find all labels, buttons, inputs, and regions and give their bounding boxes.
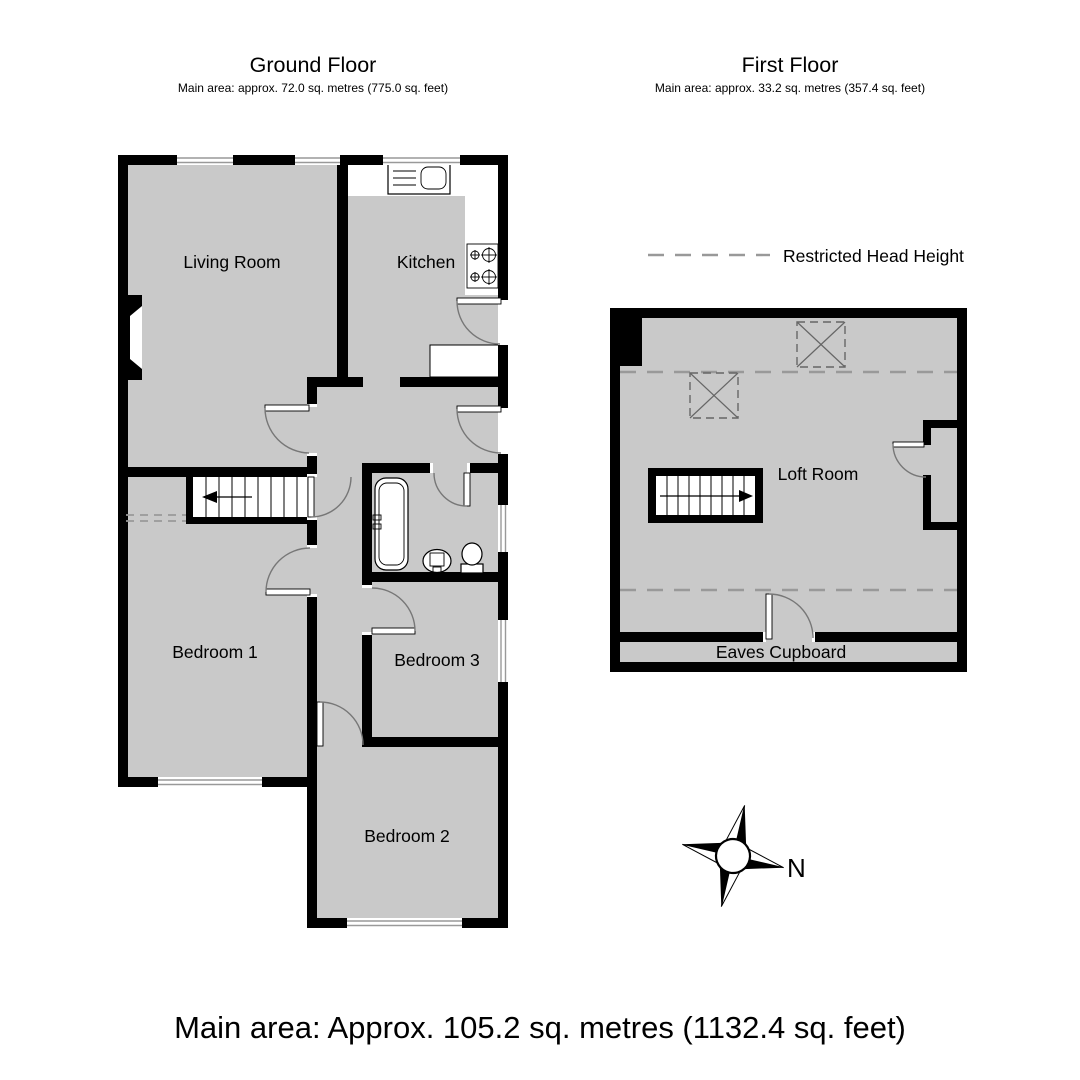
first-floor-subtitle: Main area: approx. 33.2 sq. metres (357.4 sq. feet) — [654, 81, 926, 95]
total-area-label: Main area: Approx. 105.2 sq. metres (1132.4 sq. feet) — [174, 1010, 906, 1045]
toilet-icon — [461, 543, 483, 573]
bedroom-3-label: Bedroom 3 — [394, 650, 480, 670]
chimney-breast — [118, 295, 142, 380]
ground-floor-plan — [118, 155, 508, 928]
hall-cupboard — [430, 345, 500, 377]
loft-chimney — [620, 318, 642, 366]
north-label: N — [787, 853, 806, 883]
loft-room-label: Loft Room — [777, 464, 859, 484]
ground-floor-subtitle: Main area: approx. 72.0 sq. metres (775.0 sq. feet) — [177, 81, 449, 95]
bathtub-icon — [373, 478, 408, 570]
first-floor-plan — [610, 308, 967, 672]
compass-icon — [671, 794, 796, 919]
living-room-label: Living Room — [183, 252, 281, 272]
eaves-cupboard-label: Eaves Cupboard — [715, 642, 847, 662]
kitchen-label: Kitchen — [396, 252, 456, 272]
legend-label: Restricted Head Height — [783, 246, 964, 266]
restricted-head-height-legend — [648, 246, 964, 266]
bedroom-1-label: Bedroom 1 — [172, 642, 258, 662]
ground-floor-title: Ground Floor — [249, 53, 377, 77]
bedroom-2-label: Bedroom 2 — [364, 826, 450, 846]
kitchen-sink-icon — [388, 163, 450, 194]
loft-staircase — [648, 468, 763, 523]
first-floor-title: First Floor — [741, 53, 839, 77]
ground-floor-staircase — [193, 477, 307, 517]
